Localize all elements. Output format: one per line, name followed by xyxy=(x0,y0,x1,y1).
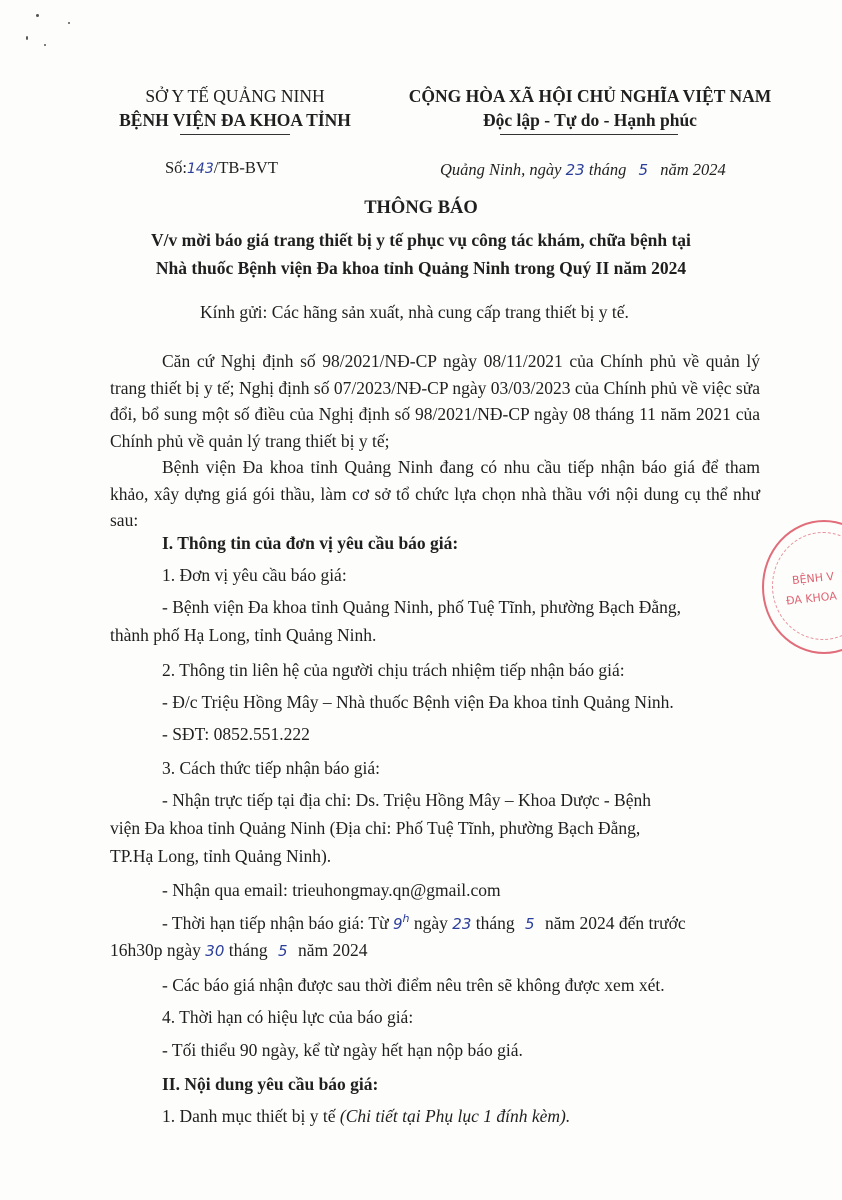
reference-number xyxy=(165,158,278,178)
deadline-prefix: - Thời hạn tiếp nhận báo giá: Từ xyxy=(162,912,389,933)
stamp-text-line2: ĐA KHOA xyxy=(785,589,838,608)
section-2-heading: II. Nội dung yêu cầu báo giá: xyxy=(162,1074,379,1094)
item-1-address-line2: thành phố Hạ Long, tỉnh Quảng Ninh. xyxy=(110,625,377,645)
subject-line-2: Nhà thuốc Bệnh viện Đa khoa tỉnh Quảng Ninh trong Quý II năm 2024 xyxy=(155,258,687,278)
deadline-hour-handwritten: 9 xyxy=(392,914,403,933)
date-month-handwritten: 5 xyxy=(638,161,649,179)
deadline2-month-label: tháng xyxy=(228,940,268,960)
item-3-direct-line3: TP.Hạ Long, tỉnh Quảng Ninh). xyxy=(110,846,332,866)
deadline-month-label: tháng xyxy=(475,912,515,933)
agency-parent: SỞ Y TẾ QUẢNG NINH xyxy=(145,86,325,106)
document-date xyxy=(440,160,726,180)
deadline-line1 xyxy=(162,912,686,934)
item-4-heading: 4. Thời hạn có hiệu lực của báo giá: xyxy=(162,1007,414,1027)
date-month-label: tháng xyxy=(588,160,627,179)
item-5-device-list xyxy=(162,1106,570,1127)
scan-speck xyxy=(44,44,46,46)
agency-name: BỆNH VIỆN ĐA KHOA TỈNH xyxy=(119,110,351,130)
deadline2-month-handwritten: 5 xyxy=(278,942,288,960)
deadline-year: năm 2024 đến trước xyxy=(544,912,686,933)
item-3-direct-line1: - Nhận trực tiếp tại địa chỉ: Ds. Triệu Hồng Mây – Khoa Dược - Bệnh xyxy=(162,790,651,810)
stamp-text-line1: BỆNH V xyxy=(791,569,835,588)
national-motto-block xyxy=(380,84,800,132)
agency-underline xyxy=(180,134,290,135)
national-motto: Độc lập - Tự do - Hạnh phúc xyxy=(483,110,697,130)
item-2-phone: - SĐT: 0852.551.222 xyxy=(162,724,310,744)
date-place: Quảng Ninh, ngày xyxy=(440,160,562,179)
scan-speck xyxy=(68,22,70,24)
reference-prefix: Số: xyxy=(165,158,188,177)
subject-line-1: V/v mời báo giá trang thiết bị y tế phục vụ công tác khám, chữa bệnh tại xyxy=(151,230,691,250)
deadline2-prefix: 16h30p ngày xyxy=(110,940,201,960)
agency-block xyxy=(90,84,380,132)
item-2-contact: - Đ/c Triệu Hồng Mây – Nhà thuốc Bệnh viện Đa khoa tỉnh Quảng Ninh. xyxy=(162,692,674,712)
motto-underline xyxy=(500,134,678,135)
deadline-line2 xyxy=(110,940,367,961)
item-3-email: - Nhận qua email: trieuhongmay.qn@gmail.com xyxy=(162,880,501,900)
deadline-month-handwritten: 5 xyxy=(525,914,535,933)
deadline2-day-handwritten: 30 xyxy=(205,942,225,960)
item-5-attachment-note: (Chi tiết tại Phụ lục 1 đính kèm). xyxy=(339,1106,571,1126)
deadline2-year: năm 2024 xyxy=(297,940,368,960)
item-2-heading: 2. Thông tin liên hệ của người chịu trách nhiệm tiếp nhận báo giá: xyxy=(162,660,625,680)
date-day-handwritten: 23 xyxy=(565,161,585,179)
item-1-address-line1: - Bệnh viện Đa khoa tỉnh Quảng Ninh, phố Tuệ Tĩnh, phường Bạch Đằng, xyxy=(162,597,682,617)
deadline-day-label: ngày xyxy=(413,912,448,933)
scan-speck xyxy=(26,36,28,40)
section-1-heading: I. Thông tin của đơn vị yêu cầu báo giá: xyxy=(162,533,459,553)
country-name: CỘNG HÒA XÃ HỘI CHỦ NGHĨA VIỆT NAM xyxy=(408,86,772,106)
late-quote-notice: - Các báo giá nhận được sau thời điểm nêu trên sẽ không được xem xét. xyxy=(162,975,665,995)
reference-suffix: /TB-BVT xyxy=(213,158,278,177)
item-1-heading: 1. Đơn vị yêu cầu báo giá: xyxy=(162,565,347,585)
reference-handwritten-number: 143 xyxy=(187,161,214,177)
document-title: THÔNG BÁO xyxy=(364,198,478,218)
recipient-line: Kính gửi: Các hãng sản xuất, nhà cung cấp trang thiết bị y tế. xyxy=(200,302,629,322)
date-year: năm 2024 xyxy=(660,160,726,179)
item-4-validity: - Tối thiểu 90 ngày, kể từ ngày hết hạn nộp báo giá. xyxy=(162,1040,523,1060)
legal-basis-paragraph: Căn cứ Nghị định số 98/2021/NĐ-CP ngày 08/11/2021 của Chính phủ về quản lý trang thiết bị y tế; Nghị định số 07/2023/NĐ-CP ngày 03/03/2023 của Chính phủ về việc sửa đổi, bổ sung một số điều của Nghị định số 98/2021/NĐ-CP ngày 08 tháng 11 năm 2021 của Chính phủ về quản lý trang thiết bị y tế; xyxy=(110,351,760,451)
deadline-day-handwritten: 23 xyxy=(452,914,472,933)
item-3-direct-line2: viện Đa khoa tỉnh Quảng Ninh (Địa chỉ: Phố Tuệ Tĩnh, phường Bạch Đằng, xyxy=(110,818,641,838)
item-3-heading: 3. Cách thức tiếp nhận báo giá: xyxy=(162,758,380,778)
request-paragraph: Bệnh viện Đa khoa tỉnh Quảng Ninh đang có nhu cầu tiếp nhận báo giá để tham khảo, xây dựng giá gói thầu, làm cơ sở tổ chức lựa chọn nhà thầu với nội dung cụ thể như sau: xyxy=(110,457,760,530)
deadline-hour-suffix: h xyxy=(402,912,410,925)
scan-speck xyxy=(36,14,39,17)
item-5-prefix: 1. Danh mục thiết bị y tế xyxy=(162,1106,336,1126)
